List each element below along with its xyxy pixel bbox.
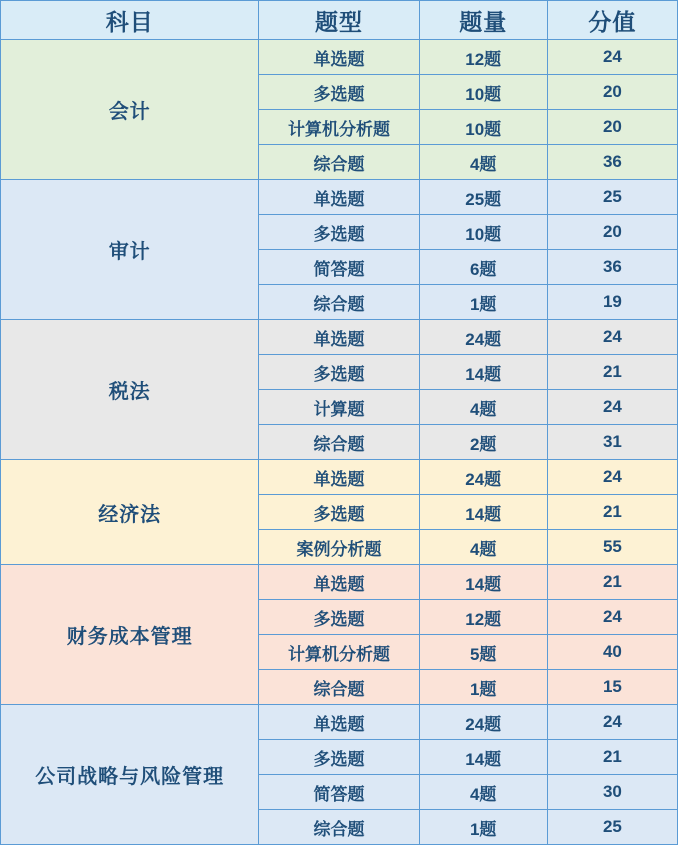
subject-cell: 经济法 — [1, 460, 259, 565]
question-type-cell: 多选题 — [259, 215, 419, 250]
table-row — [1, 460, 678, 495]
question-type-cell: 综合题 — [259, 425, 419, 460]
question-type-cell: 案例分析题 — [259, 530, 419, 565]
score-cell: 24 — [547, 40, 677, 75]
question-type-cell: 单选题 — [259, 320, 419, 355]
question-count-cell: 6题 — [419, 250, 547, 285]
question-count-cell: 4题 — [419, 530, 547, 565]
score-cell: 40 — [547, 635, 677, 670]
score-cell: 20 — [547, 110, 677, 145]
question-count-cell: 24题 — [419, 705, 547, 740]
score-cell: 24 — [547, 705, 677, 740]
table-row — [1, 565, 678, 600]
column-header-subject: 科目 — [1, 1, 259, 40]
table-row — [1, 180, 678, 215]
table-row — [1, 40, 678, 75]
question-type-cell: 综合题 — [259, 810, 419, 845]
subject-cell: 会计 — [1, 40, 259, 180]
question-count-cell: 1题 — [419, 670, 547, 705]
question-count-cell: 1题 — [419, 810, 547, 845]
subject-cell: 公司战略与风险管理 — [1, 705, 259, 845]
question-type-cell: 单选题 — [259, 565, 419, 600]
score-cell: 19 — [547, 285, 677, 320]
question-type-cell: 多选题 — [259, 600, 419, 635]
question-type-cell: 简答题 — [259, 775, 419, 810]
question-type-cell: 简答题 — [259, 250, 419, 285]
question-count-cell: 14题 — [419, 565, 547, 600]
table-row — [1, 705, 678, 740]
question-count-cell: 12题 — [419, 40, 547, 75]
score-cell: 20 — [547, 75, 677, 110]
score-cell: 21 — [547, 740, 677, 775]
score-cell: 21 — [547, 495, 677, 530]
header-row — [1, 1, 678, 40]
score-cell: 36 — [547, 145, 677, 180]
question-type-cell: 综合题 — [259, 285, 419, 320]
question-count-cell: 1题 — [419, 285, 547, 320]
question-count-cell: 14题 — [419, 740, 547, 775]
question-type-cell: 综合题 — [259, 145, 419, 180]
subject-cell: 审计 — [1, 180, 259, 320]
score-cell: 25 — [547, 180, 677, 215]
question-count-cell: 14题 — [419, 495, 547, 530]
column-header-question-count: 题量 — [419, 1, 547, 40]
question-count-cell: 10题 — [419, 215, 547, 250]
score-cell: 36 — [547, 250, 677, 285]
question-type-cell: 多选题 — [259, 355, 419, 390]
score-cell: 55 — [547, 530, 677, 565]
question-count-cell: 4题 — [419, 775, 547, 810]
score-cell: 24 — [547, 600, 677, 635]
question-count-cell: 14题 — [419, 355, 547, 390]
question-count-cell: 2题 — [419, 425, 547, 460]
column-header-score: 分值 — [547, 1, 677, 40]
question-type-cell: 多选题 — [259, 75, 419, 110]
question-type-cell: 单选题 — [259, 40, 419, 75]
table-body — [1, 40, 678, 845]
question-type-cell: 计算机分析题 — [259, 635, 419, 670]
score-cell: 21 — [547, 355, 677, 390]
score-cell: 24 — [547, 320, 677, 355]
question-type-cell: 单选题 — [259, 705, 419, 740]
table-row — [1, 320, 678, 355]
question-type-cell: 多选题 — [259, 740, 419, 775]
subject-cell: 税法 — [1, 320, 259, 460]
question-count-cell: 5题 — [419, 635, 547, 670]
score-cell: 21 — [547, 565, 677, 600]
question-count-cell: 24题 — [419, 460, 547, 495]
question-count-cell: 24题 — [419, 320, 547, 355]
question-count-cell: 4题 — [419, 145, 547, 180]
score-cell: 25 — [547, 810, 677, 845]
score-cell: 24 — [547, 390, 677, 425]
table-header — [1, 1, 678, 40]
question-type-cell: 计算题 — [259, 390, 419, 425]
question-count-cell: 4题 — [419, 390, 547, 425]
question-type-cell: 单选题 — [259, 180, 419, 215]
score-cell: 20 — [547, 215, 677, 250]
question-type-cell: 综合题 — [259, 670, 419, 705]
subject-cell: 财务成本管理 — [1, 565, 259, 705]
question-count-cell: 10题 — [419, 110, 547, 145]
score-cell: 30 — [547, 775, 677, 810]
score-cell: 15 — [547, 670, 677, 705]
question-count-cell: 25题 — [419, 180, 547, 215]
column-header-question-type: 题型 — [259, 1, 419, 40]
question-count-cell: 12题 — [419, 600, 547, 635]
question-type-cell: 多选题 — [259, 495, 419, 530]
score-cell: 24 — [547, 460, 677, 495]
question-count-cell: 10题 — [419, 75, 547, 110]
question-type-cell: 计算机分析题 — [259, 110, 419, 145]
question-type-cell: 单选题 — [259, 460, 419, 495]
score-cell: 31 — [547, 425, 677, 460]
